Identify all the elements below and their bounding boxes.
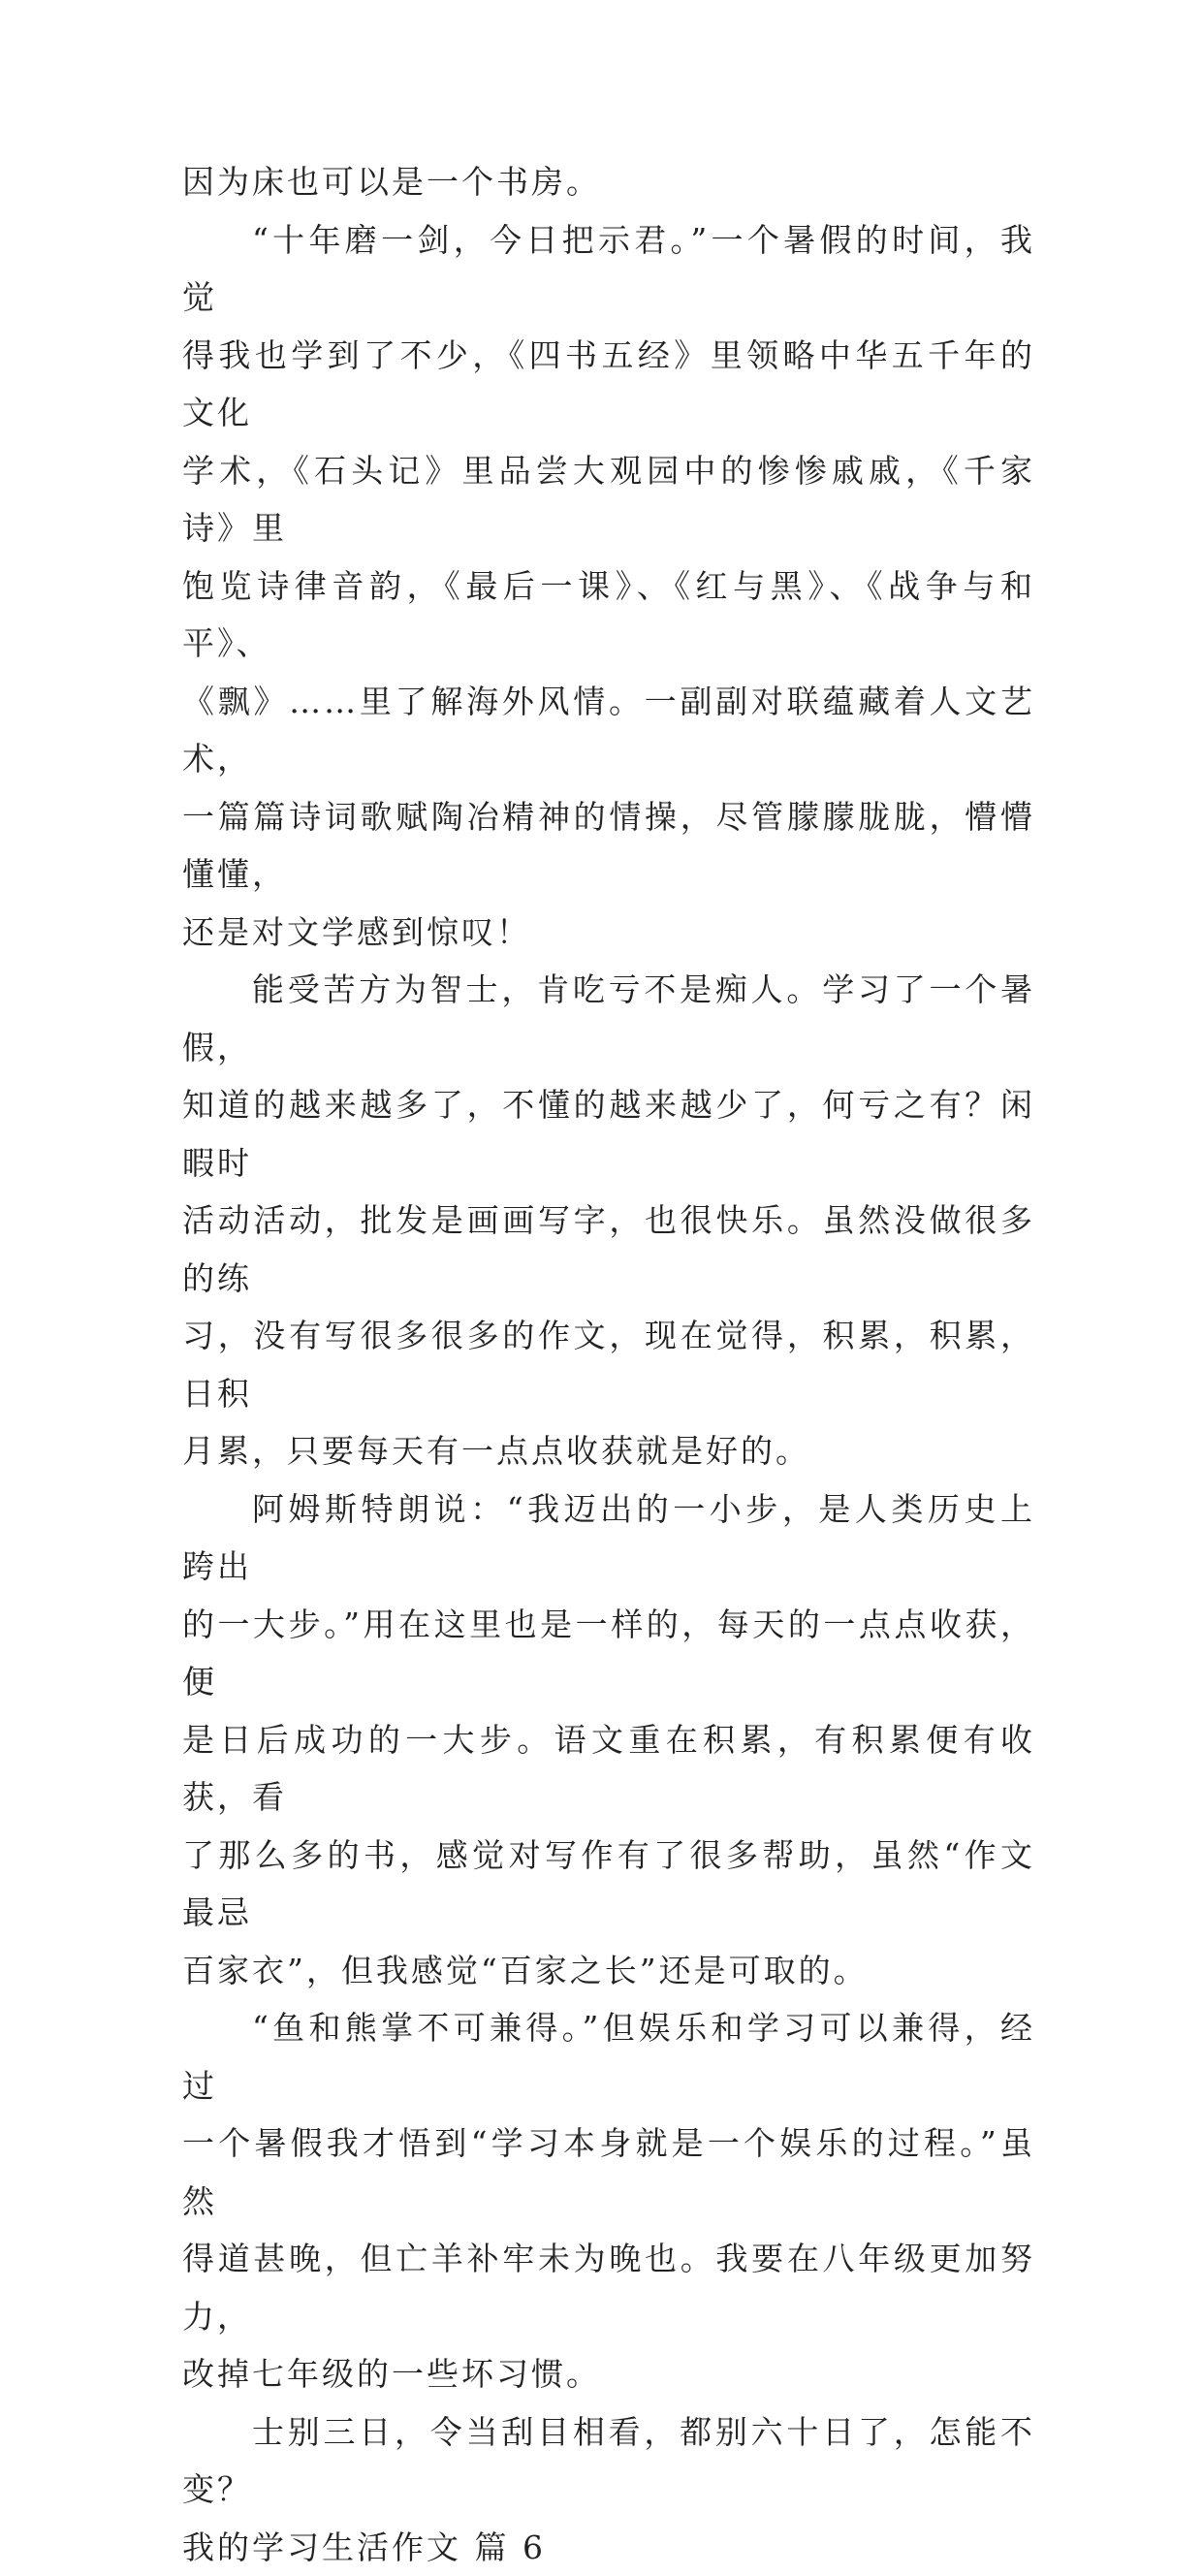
paragraph-continuation: 因为床也可以是一个书房。 bbox=[182, 153, 1035, 211]
paragraph-fish-and-bear: “鱼和熊掌不可兼得。”但娱乐和学习可以兼得，经过 一个暑假我才悟到“学习本身就是一个娱乐的过程。”虽然 得道甚晚，但亡羊补牢未为晚也。我要在八年级更加努力， 改掉七年级的一些坏习惯。 bbox=[182, 1999, 1035, 2403]
essay-body bbox=[182, 153, 1035, 2576]
paragraph-conclusion: 士别三日，令当刮目相看，都别六十日了，怎能不变？ bbox=[182, 2403, 1035, 2519]
paragraph-hardship: 能受苦方为智士，肯吃亏不是痴人。学习了一个暑假， 知道的越来越多了，不懂的越来越少了，何亏之有？闲暇时 活动活动，批发是画画写字，也很快乐。虽然没做很多的练 习，没有写很多很多的作文，现在觉得，积累，积累，日积 月累，只要每天有一点点收获就是好的。 bbox=[182, 961, 1035, 1480]
section-heading: 我的学习生活作文 篇 6 bbox=[182, 2519, 1035, 2576]
paragraph-summer-reading: “十年磨一剑，今日把示君。”一个暑假的时间，我觉 得我也学到了不少，《四书五经》里领略中华五千年的文化 学术，《石头记》里品尝大观园中的惨惨戚戚，《千家诗》里 饱览诗律音韵，《最后一课》、《红与黑》、《战争与和平》、 《飘》……里了解海外风情。一副副对联蕴藏着人文艺术， 一篇篇诗词歌赋陶冶精神的情操，尽管朦朦胧胧，懵懵懂懂， 还是对文学感到惊叹！ bbox=[182, 211, 1035, 962]
paragraph-armstrong-quote: 阿姆斯特朗说：“我迈出的一小步，是人类历史上跨出 的一大步。”用在这里也是一样的，每天的一点点收获，便 是日后成功的一大步。语文重在积累，有积累便有收获，看 了那么多的书，感觉对写作有了很多帮助，虽然“作文最忌 百家衣”，但我感觉“百家之长”还是可取的。 bbox=[182, 1480, 1035, 2000]
